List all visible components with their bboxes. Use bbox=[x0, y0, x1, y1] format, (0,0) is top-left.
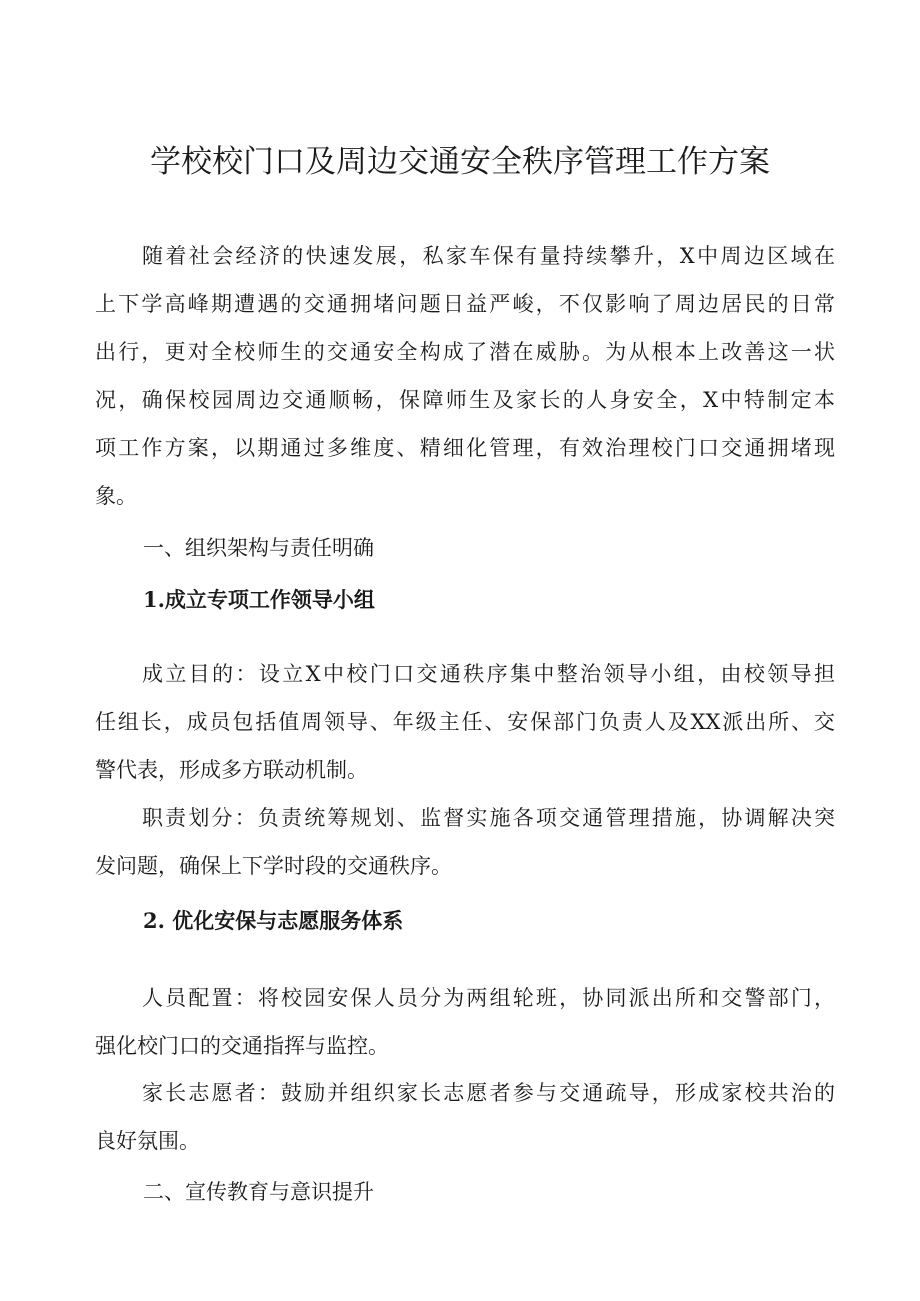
paragraph-line: 警代表，形成多方联动机制。 bbox=[95, 758, 368, 782]
paragraph-line: 况，确保校园周边交通顺畅，保障师生及家长的人身安全，X中特制定本 bbox=[95, 388, 835, 412]
subsection-heading-2: 2. 优化安保与志愿服务体系 bbox=[143, 908, 404, 933]
subsection-2-paragraph-2 bbox=[95, 1069, 835, 1165]
subsection-1-paragraph-1 bbox=[95, 650, 835, 794]
intro-paragraph bbox=[95, 232, 835, 520]
document-title: 学校校门口及周边交通安全秩序管理工作方案 bbox=[150, 144, 770, 180]
section-heading-1: 一、组织架构与责任明确 bbox=[143, 536, 374, 560]
section-heading-2: 二、宣传教育与意识提升 bbox=[143, 1180, 374, 1204]
paragraph-line: 上下学高峰期遭遇的交通拥堵问题日益严峻，不仅影响了周边居民的日常 bbox=[95, 292, 835, 316]
paragraph-line: 象。 bbox=[95, 484, 137, 508]
paragraph-line: 职责划分：负责统筹规划、监督实施各项交通管理措施，协调解决突 bbox=[142, 806, 835, 830]
paragraph-line: 发问题，确保上下学时段的交通秩序。 bbox=[95, 854, 452, 878]
subsection-2-paragraph-1 bbox=[95, 974, 835, 1070]
subsection-1-paragraph-2 bbox=[95, 794, 835, 890]
paragraph-line: 出行，更对全校师生的交通安全构成了潜在威胁。为从根本上改善这一状 bbox=[95, 340, 835, 364]
paragraph-line: 成立目的：设立X中校门口交通秩序集中整治领导小组，由校领导担 bbox=[142, 662, 835, 686]
paragraph-line: 强化校门口的交通指挥与监控。 bbox=[95, 1034, 389, 1058]
paragraph-line: 任组长，成员包括值周领导、年级主任、安保部门负责人及XX派出所、交 bbox=[95, 710, 835, 734]
subsection-heading-1: 1.成立专项工作领导小组 bbox=[143, 587, 375, 612]
paragraph-line: 项工作方案，以期通过多维度、精细化管理，有效治理校门口交通拥堵现 bbox=[95, 436, 835, 460]
paragraph-line: 良好氛围。 bbox=[95, 1129, 200, 1153]
paragraph-line: 人员配置：将校园安保人员分为两组轮班，协同派出所和交警部门， bbox=[142, 986, 835, 1010]
paragraph-line: 家长志愿者：鼓励并组织家长志愿者参与交通疏导，形成家校共治的 bbox=[142, 1081, 835, 1105]
paragraph-line: 随着社会经济的快速发展，私家车保有量持续攀升，X中周边区域在 bbox=[142, 244, 835, 268]
